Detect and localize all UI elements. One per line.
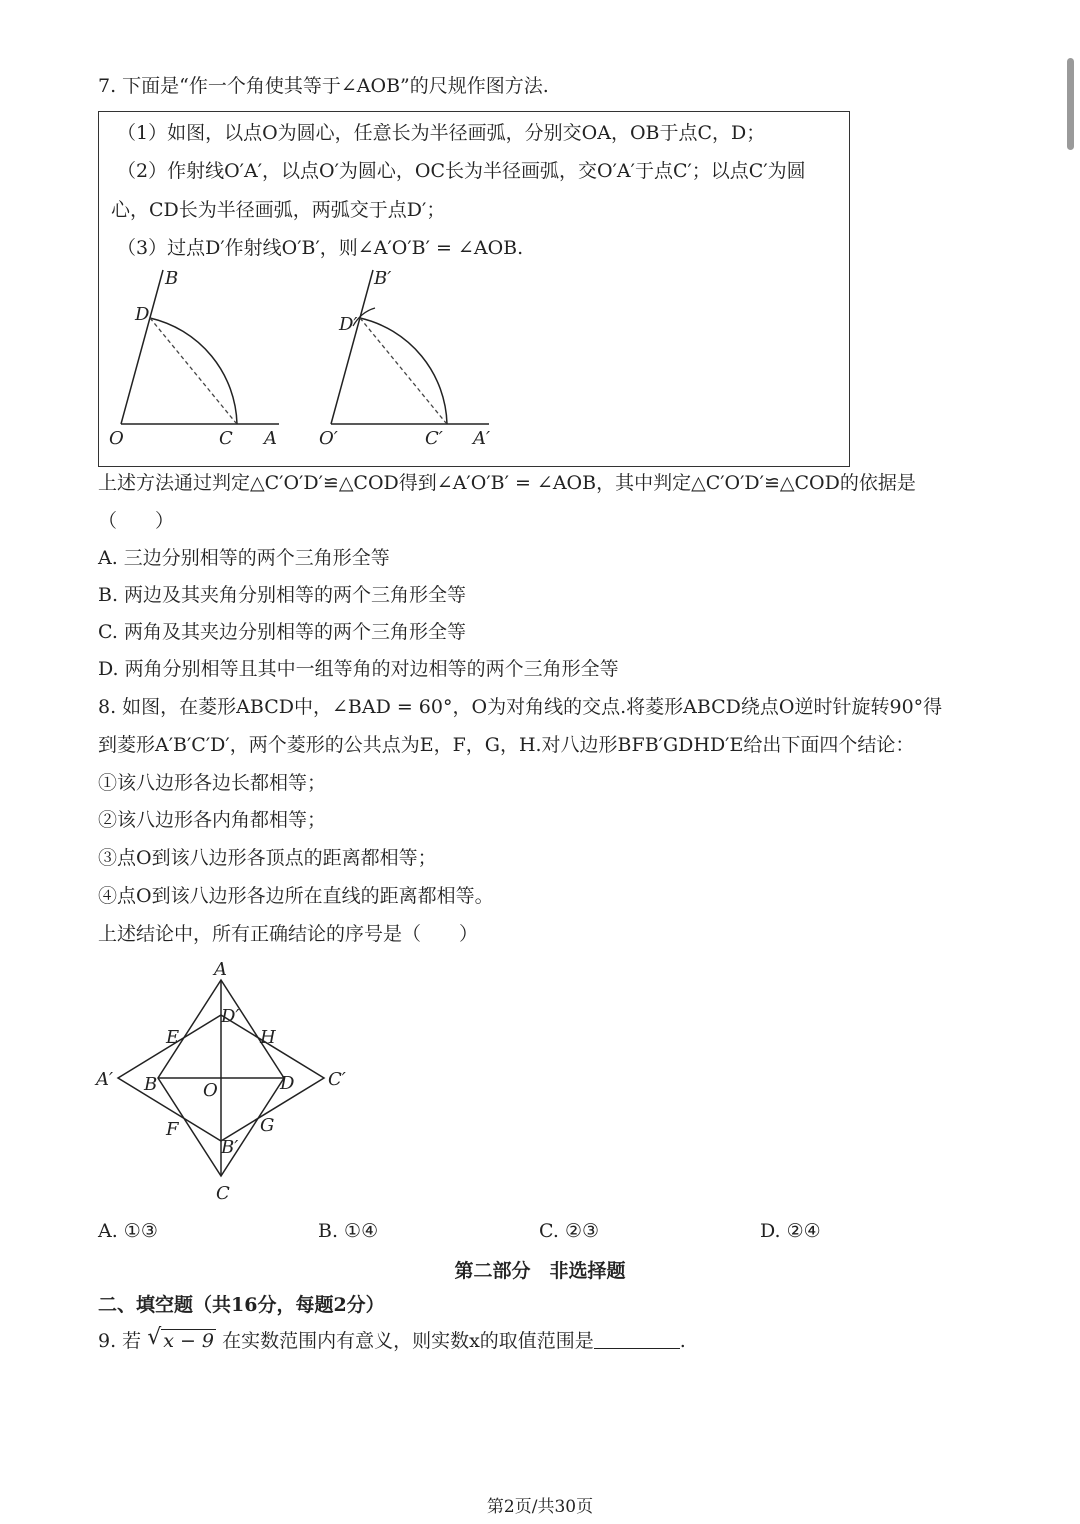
scrollbar-thumb[interactable] (1067, 58, 1074, 150)
q7-step-2-cont: 心，CD长为半径画弧，两弧交于点D′； (111, 199, 446, 221)
q9-prefix: 9. 若 (98, 1330, 142, 1352)
q8-rhombus-figure (90, 955, 370, 1205)
label-c: C (219, 428, 233, 449)
label-o1: O′ (319, 428, 338, 449)
q7-step-3: （3）过点D′作射线O′B′，则∠A′O′B′ = ∠AOB. (117, 237, 524, 259)
label-d1: D′ (339, 314, 358, 335)
arc-cd (150, 318, 237, 424)
label-a: A (264, 428, 277, 449)
page-footer: 第2页/共30页 (486, 1497, 594, 1517)
label-g: G (260, 1115, 275, 1136)
q8-stem-2: 到菱形A′B′C′D′，两个菱形的公共点为E，F，G，H.对八边形BFB′GDHD′E给出下面四个结论： (98, 734, 915, 756)
section-two-heading: 二、填空题（共16分，每题2分） (98, 1294, 385, 1316)
q9-sqrt (147, 1325, 216, 1354)
q8-conclusion-1: ①该八边形各边长都相等； (98, 772, 327, 794)
q8-question: 上述结论中，所有正确结论的序号是（ ） (98, 923, 479, 945)
q8-option-a: A. ①③ (98, 1220, 158, 1242)
q9-answer-blank[interactable] (594, 1330, 680, 1349)
arc-c1d1 (360, 318, 447, 424)
q7-step-2: （2）作射线O′A′，以点O′为圆心，OC长为半径画弧，交O′A′于点C′；以点C′为圆 (117, 160, 806, 182)
part-two-heading: 第二部分 非选择题 (454, 1260, 626, 1282)
ray-ob (121, 270, 163, 424)
label-a1: A′ (473, 428, 491, 449)
label-c1: C′ (425, 428, 443, 449)
label-d1: D′ (221, 1006, 240, 1027)
q9-line (98, 1325, 686, 1354)
q7-option-c: C. 两角及其夹边分别相等的两个三角形全等 (98, 621, 466, 643)
q8-stem-1: 8. 如图，在菱形ABCD中，∠BAD = 60°，O为对角线的交点.将菱形ABCD绕点O逆时针旋转90°得 (98, 696, 943, 718)
q7-figure-original (109, 268, 279, 449)
q8-option-c: C. ②③ (539, 1220, 600, 1242)
label-a: A (214, 959, 227, 980)
q7-construction-figures (99, 262, 519, 462)
label-o: O (109, 428, 124, 449)
label-c: C (216, 1183, 230, 1204)
segment-c1d1 (360, 318, 446, 423)
q7-stem: 7. 下面是“作一个角使其等于∠AOB”的尺规作图方法. (98, 75, 549, 97)
q7-step-1: （1）如图，以点O为圆心，任意长为半径画弧，分别交OA，OB于点C，D； (117, 122, 766, 144)
q9-radicand: x − 9 (163, 1330, 215, 1352)
q7-answer-paren: （ ） (98, 510, 175, 532)
q8-option-d: D. ②④ (760, 1220, 821, 1242)
label-b: B (144, 1074, 158, 1095)
label-d: D (280, 1073, 295, 1094)
q7-after-text: 上述方法通过判定△C′O′D′≌△COD得到∠A′O′B′ = ∠AOB，其中判定△C′O′D′≌△COD的依据是 (98, 472, 916, 494)
label-h: H (260, 1027, 276, 1048)
q9-end: . (679, 1330, 686, 1352)
label-b1: B′ (221, 1137, 239, 1158)
q8-conclusion-3: ③点O到该八边形各顶点的距离都相等； (98, 847, 437, 869)
q7-figure-constructed (319, 268, 490, 449)
label-d: D (135, 304, 150, 325)
radical-sign-icon: √ (147, 1325, 162, 1350)
q7-option-d: D. 两角分别相等且其中一组等角的对边相等的两个三角形全等 (98, 658, 619, 680)
segment-cd (150, 318, 236, 423)
q8-conclusion-2: ②该八边形各内角都相等； (98, 809, 327, 831)
label-e: E (166, 1027, 180, 1048)
label-b1: B′ (374, 268, 392, 289)
label-a1: A′ (96, 1069, 114, 1090)
q8-option-b: B. ①④ (318, 1220, 379, 1242)
q7-option-b: B. 两边及其夹角分别相等的两个三角形全等 (98, 584, 467, 606)
q7-option-a: A. 三边分别相等的两个三角形全等 (98, 547, 390, 569)
q8-conclusion-4: ④点O到该八边形各边所在直线的距离都相等。 (98, 885, 494, 907)
q7-method-box (98, 111, 850, 467)
label-f: F (166, 1119, 179, 1140)
label-o: O (203, 1080, 218, 1101)
ray-o1b1 (331, 270, 373, 424)
label-c1: C′ (328, 1069, 346, 1090)
label-b: B (165, 268, 179, 289)
q9-suffix: 在实数范围内有意义，则实数x的取值范围是 (222, 1330, 594, 1352)
